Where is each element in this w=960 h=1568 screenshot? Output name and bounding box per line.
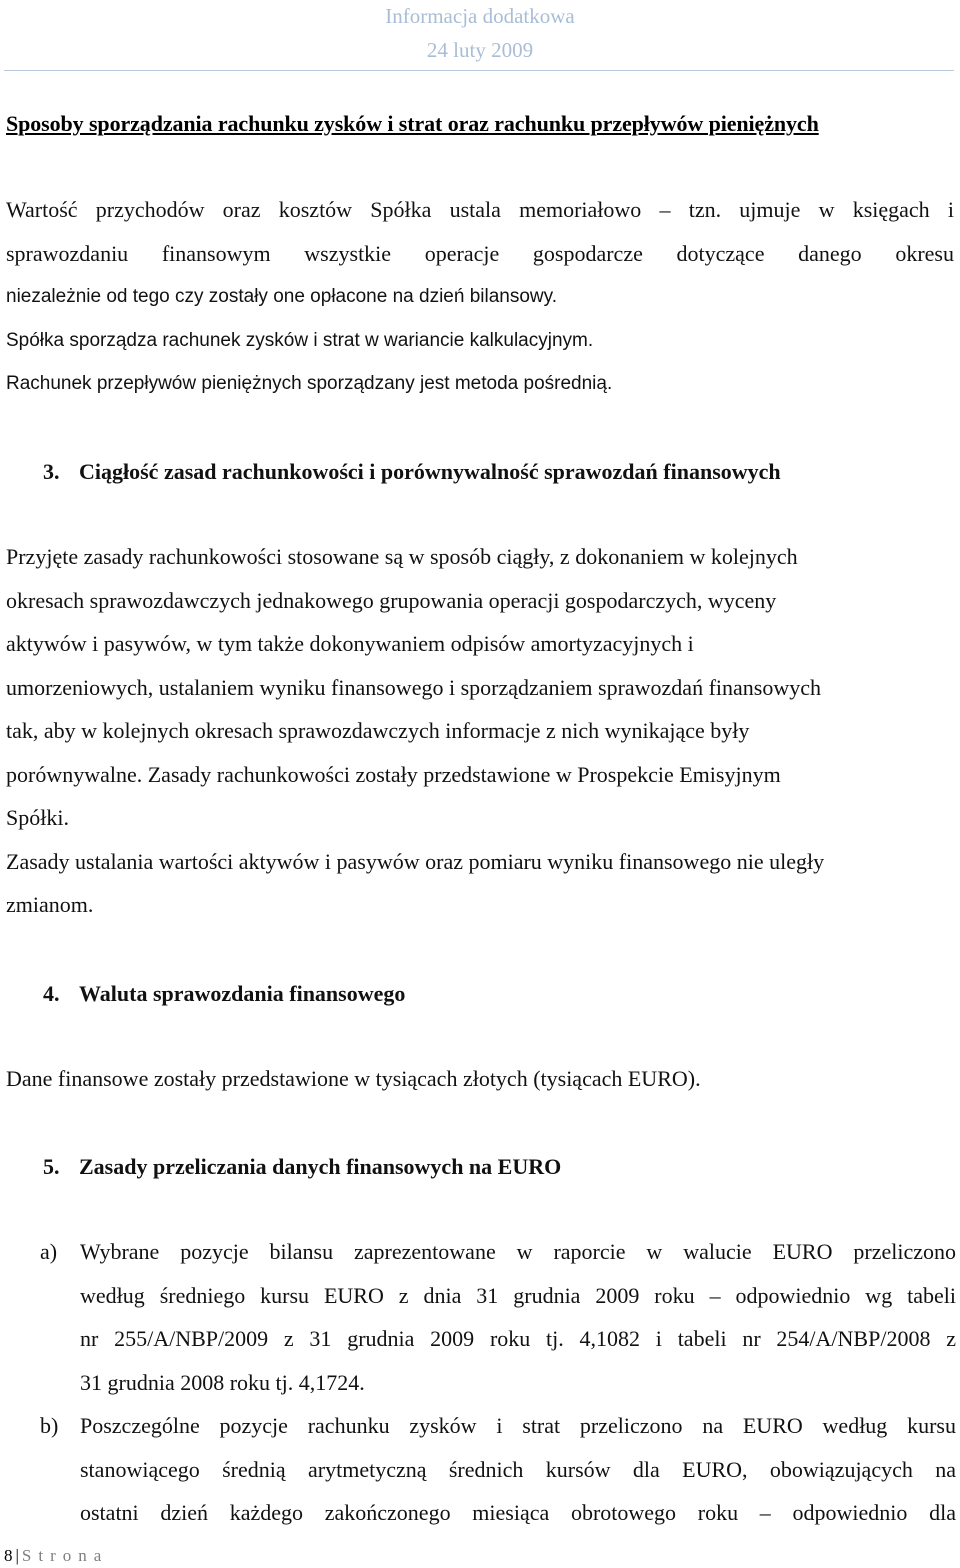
section-4-paragraph (6, 1057, 954, 1101)
section-number: 4. (43, 981, 60, 1006)
list-line: według średniego kursu EURO z dnia 31 grudnia 2009 roku – odpowiednio wg tabeli (80, 1282, 956, 1308)
intro-line: Rachunek przepływów pieniężnych sporządzany jest metoda pośrednią. (6, 373, 613, 394)
list-item-body (80, 1230, 956, 1404)
section-heading-text: Ciągłość zasad rachunkowości i porównywalność sprawozdań finansowych (79, 459, 781, 484)
list-line: nr 255/A/NBP/2009 z 31 grudnia 2009 roku tj. 4,1082 i tabeli nr 254/A/NBP/2008 z (80, 1326, 956, 1351)
footer-label: Strona (21, 1546, 109, 1565)
header-date: 24 luty 2009 (426, 38, 534, 62)
section-title: Sposoby sporządzania rachunku zysków i strat oraz rachunku przepływów pieniężnych (6, 111, 819, 136)
list-line: Wybrane pozycje bilansu zaprezentowane w raporcie w walucie EURO przeliczono (80, 1239, 956, 1264)
section-number: 3. (43, 459, 60, 484)
paragraph-line: tak, aby w kolejnych okresach sprawozdawczych informacje z nich wynikające były (6, 718, 750, 743)
intro-line: Wartość przychodów oraz kosztów Spółka ustala memoriałowo – tzn. ujmuje w księgach i (6, 197, 954, 222)
paragraph-line: okresach sprawozdawczych jednakowego grupowania operacji gospodarczych, wyceny (6, 587, 777, 613)
list-marker: a) (40, 1239, 58, 1264)
list-item-body (80, 1404, 956, 1535)
section-number: 5. (43, 1154, 60, 1179)
paragraph-line: umorzeniowych, ustalaniem wyniku finansowego i sporządzaniem sprawozdań finansowych (6, 674, 821, 700)
intro-line: Spółka sporządza rachunek zysków i strat w wariancie kalkulacyjnym. (6, 329, 594, 351)
header-title: Informacja dodatkowa (385, 4, 575, 28)
paragraph-line: Przyjęte zasady rachunkowości stosowane są w sposób ciągły, z dokonaniem w kolejnych (6, 544, 798, 569)
paragraph-line: Dane finansowe zostały przedstawione w tysiącach złotych (tysiącach EURO). (6, 1066, 701, 1091)
list-marker: b) (40, 1413, 59, 1438)
section-heading-4 (43, 980, 405, 1008)
page-number: 8 (4, 1546, 13, 1565)
list-line: Poszczególne pozycje rachunku zysków i strat przeliczono na EURO według kursu (80, 1413, 956, 1438)
header-divider (4, 70, 954, 71)
intro-paragraph (6, 188, 954, 275)
footer-separator: | (15, 1546, 19, 1565)
paragraph-line: Zasady ustalania wartości aktywów i pasywów oraz pomiaru wyniku finansowego nie uległy (6, 848, 825, 874)
section-heading-text: Zasady przeliczania danych finansowych na EURO (79, 1154, 562, 1179)
intro-line: sprawozdaniu finansowym wszystkie operacje gospodarcze dotyczące danego okresu (6, 240, 954, 266)
intro-line: niezależnie od tego czy zostały one opłacone na dzień bilansowy. (6, 286, 557, 307)
paragraph-line: zmianom. (6, 892, 94, 917)
intro-paragraph-sans (6, 275, 954, 406)
section-3-paragraph (6, 535, 954, 927)
paragraph-line: aktywów i pasywów, w tym także dokonywaniem odpisów amortyzacyjnych i (6, 631, 694, 656)
section-heading-3 (43, 458, 781, 486)
list-item-a (40, 1230, 956, 1404)
paragraph-line: Spółki. (6, 805, 69, 830)
list-line: stanowiącego średnią arytmetyczną średnich kursów dla EURO, obowiązujących na (80, 1456, 956, 1482)
section-heading-text: Waluta sprawozdania finansowego (79, 981, 406, 1006)
list-item-b (40, 1404, 956, 1535)
list-line: 31 grudnia 2008 roku tj. 4,1724. (80, 1369, 365, 1395)
page-footer (4, 1546, 108, 1566)
paragraph-line: porównywalne. Zasady rachunkowości zostały przedstawione w Prospekcie Emisyjnym (6, 761, 781, 787)
section-heading-5 (43, 1153, 561, 1181)
list-line: ostatni dzień każdego zakończonego miesiąca obrotowego roku – odpowiednio dla (80, 1500, 956, 1525)
